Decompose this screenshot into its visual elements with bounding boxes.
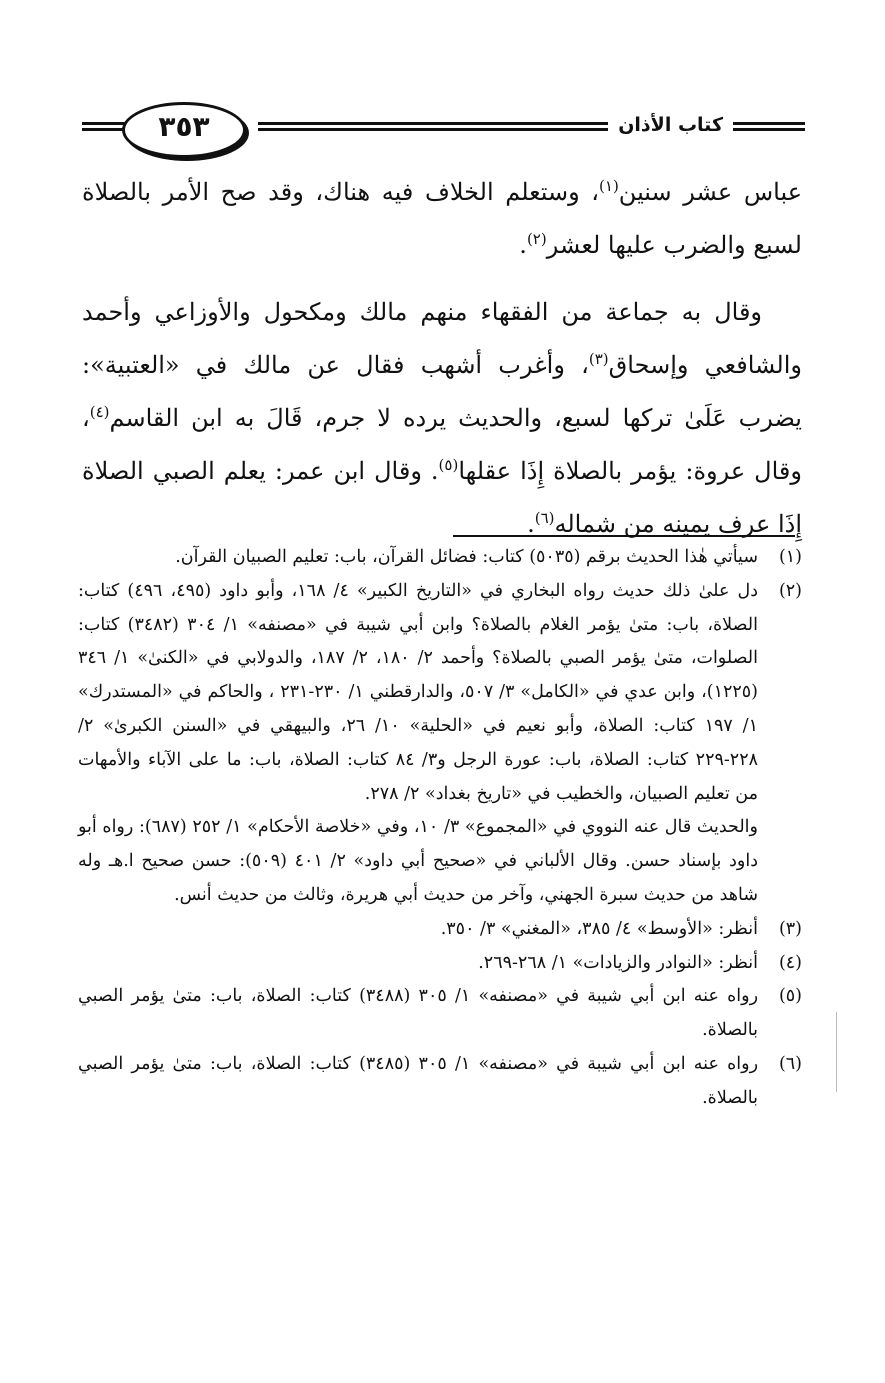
main-text (82, 166, 802, 551)
page-number-badge (110, 100, 260, 156)
footnote-body (78, 1048, 758, 1116)
footnote-text: رواه عنه ابن أبي شيبة في «مصنفه» ١/ ٣٠٥ (٣٤٨٥) كتاب: الصلاة، باب: متىٰ يؤمر الصبي بالصلاة. (78, 1053, 759, 1108)
footnote-item (78, 575, 802, 913)
footnote-number: (١) (778, 547, 802, 567)
page-header (70, 96, 805, 166)
footnote-body (78, 980, 758, 1048)
footnote-text: دل علىٰ ذلك حديث رواه البخاري في «التاريخ الكبير» ٤/ ١٦٨، وأبو داود (٤٩٥، ٤٩٦) كتاب: الصلاة، باب: متىٰ يؤمر الغلام بالصلاة؟ وابن أبي شيبة في «مصنفه» ١/ ٣٠٤ (٣٤٨٢) كتاب: الصلوات، متىٰ يؤمر الصبي بالصلاة؟ وأحمد ٢/ ١٨٠، ٢/ ١٨٧، والدولابي في «الكنىٰ» ١/ ٣٤٦ (١٢٢٥)، وابن عدي في «الكامل» ٣/ ٥٠٧، والدارقطني ١/ ٢٣٠-٢٣١ ، والحاكم في «المستدرك» ١/ ١٩٧ كتاب: الصلاة، وأبو نعيم في «الحلية» ١٠/ ٢٦، والبيهقي في «السنن الكبرىٰ» ٢/ ٢٢٨-٢٢٩ كتاب: الصلاة، باب: عورة الرجل و٣/ ٨٤ كتاب: الصلاة، باب: ما على الآباء والأمهات من تعليم الصبيان، والخطيب في «تاريخ بغداد» ٢/ ٢٧٨. (78, 580, 759, 804)
footnote-body (78, 947, 758, 981)
footnote-ref[interactable]: (٥) (438, 456, 459, 474)
main-text-run: ، وقال عروة: يؤمر بالصلاة إِذَا عقلها (82, 404, 802, 485)
footnote-text: رواه عنه ابن أبي شيبة في «مصنفه» ١/ ٣٠٥ (٣٤٨٨) كتاب: الصلاة، باب: متىٰ يؤمر الصبي بالصلاة. (78, 986, 759, 1041)
main-text-run: . (527, 510, 535, 538)
main-paragraph (82, 166, 802, 272)
footnote-body (78, 913, 758, 947)
footnote-item (78, 947, 802, 981)
footnote-number: (٦) (778, 1053, 802, 1074)
footnotes (78, 541, 802, 1116)
footnote-item (78, 980, 802, 1048)
margin-mark (836, 1012, 837, 1092)
footnote-text: أنظر: «الأوسط» ٤/ ٣٨٥، «المغني» ٣/ ٣٥٠. (440, 918, 758, 939)
footnote-ref[interactable]: (٢) (526, 230, 547, 248)
footnote-number: (٥) (778, 986, 802, 1007)
footnote-number: (٤) (778, 952, 802, 973)
footnote-body (78, 575, 758, 913)
footnote-number: (٢) (778, 580, 802, 601)
footnote-text: والحديث قال عنه النووي في «المجموع» ٣/ ١٠، وفي «خلاصة الأحكام» ١/ ٢٥٢ (٦٨٧): رواه أبو داود بإسناد حسن. وقال الألباني في «صحيح أبي داود» ٢/ ٤٠١ (٥٠٩): حسن صحيح ا.هـ وله شاهد من حديث سبرة الجهني، وآخر من حديث أبي هريرة، وثالث من حديث أنس. (78, 817, 758, 905)
footnote-item (78, 541, 802, 575)
running-title: كتاب الأذان (608, 114, 733, 136)
main-paragraph (82, 286, 802, 551)
footnote-separator (453, 535, 795, 537)
footnote-ref[interactable]: (١) (599, 177, 619, 195)
footnote-ref[interactable]: (٦) (534, 509, 555, 527)
footnote-ref[interactable]: (٣) (588, 350, 609, 368)
main-text-run: عباس عشر سنين (618, 178, 803, 206)
page-number: ٣٥٣ (158, 110, 210, 143)
main-text-run: ، وأغرب أشهب فقال عن مالك في «العتبية»: يضرب عَلَىٰ تركها لسبع، والحديث يرده لا جرم، قَالَ به ابن القاسم (82, 351, 802, 432)
main-text-run: . (519, 231, 527, 259)
footnote-ref[interactable]: (٤) (89, 403, 110, 421)
footnote-text: سيأتي هٰذا الحديث برقم (٥٠٣٥) كتاب: فضائل القرآن، باب: تعليم الصبيان القرآن. (175, 547, 758, 567)
footnote-body (78, 541, 758, 575)
footnote-item (78, 913, 802, 947)
footnote-text: أنظر: «النوادر والزيادات» ١/ ٢٦٨-٢٦٩. (478, 952, 758, 973)
footnote-item (78, 1048, 802, 1116)
footnote-number: (٣) (778, 918, 802, 939)
main-text-run: . وقال ابن عمر: يعلم الصبي الصلاة إِذَا عرف يمينه من شماله (82, 457, 802, 538)
main-text-run: وقال به جماعة من الفقهاء منهم مالك ومكحول والأوزاعي وأحمد والشافعي وإسحاق (82, 298, 802, 379)
main-text-run: ، وستعلم الخلاف فيه هناك، وقد صح الأمر بالصلاة لسبع والضرب عليها لعشر (82, 178, 802, 259)
